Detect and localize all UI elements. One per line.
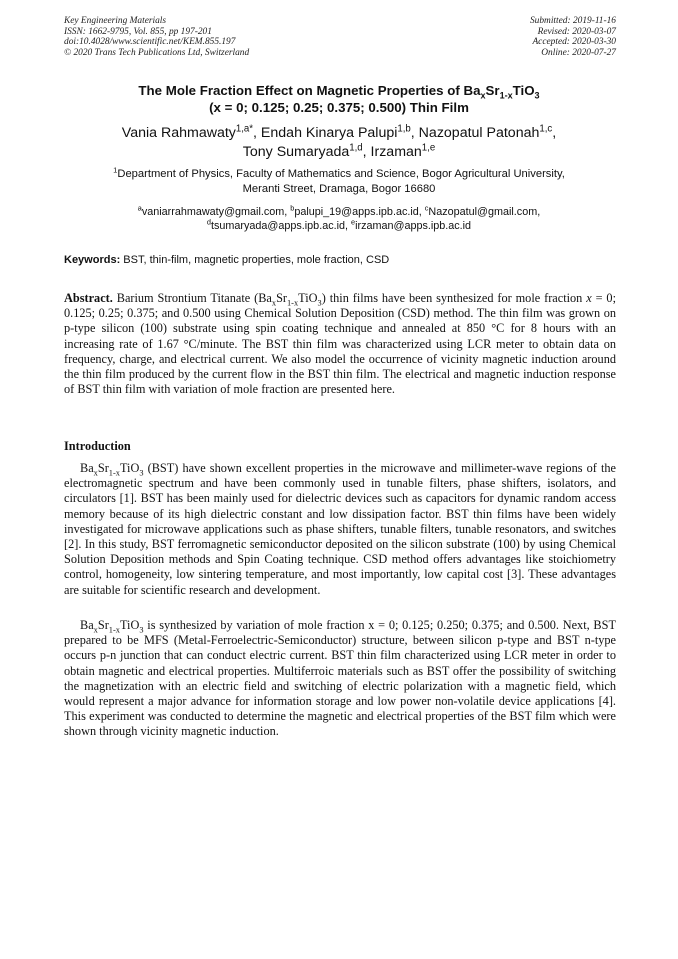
author-name: , Endah Kinarya Palupi bbox=[253, 125, 398, 141]
author-name: Vania Rahmawaty bbox=[121, 125, 236, 141]
keywords-text: BST, thin-film, magnetic properties, mole fraction, CSD bbox=[120, 254, 390, 266]
email-link[interactable]: Nazopatul@gmail.com, bbox=[428, 206, 541, 218]
author-emails: $^a$vaniarrahmawaty@gmail.com, $^b$palupi_19@apps.ipb.ac.id, $^c$Nazopatul@gmail.com, $^d$tsumaryada@apps.ipb.ac.id, $^e$irzaman@apps.ipb.ac.id bbox=[137, 203, 541, 232]
email-link[interactable]: irzaman@apps.ipb.ac.id bbox=[355, 220, 472, 232]
issn: ISSN: 1662-9795, Vol. 855, pp 197-201 bbox=[64, 26, 212, 37]
section-heading-introduction: Introduction bbox=[64, 439, 131, 453]
revised-date: Revised: 2020-03-07 bbox=[537, 26, 616, 37]
accepted-date: Accepted: 2020-03-30 bbox=[532, 37, 616, 48]
keywords bbox=[64, 253, 616, 267]
email-link[interactable]: vaniarrahmawaty@gmail.com, bbox=[141, 206, 291, 218]
title-line-1: The Mole Fraction Effect on Magnetic Properties of $Ba_xSr_{1-x}TiO_3$ bbox=[138, 83, 540, 101]
journal-header-right bbox=[530, 16, 616, 58]
keywords-label: Keywords: bbox=[64, 254, 121, 266]
paper-title bbox=[40, 82, 638, 116]
email-link[interactable]: palupi_19@apps.ipb.ac.id, bbox=[294, 206, 425, 218]
author-name: Tony Sumaryada bbox=[242, 144, 350, 160]
intro-paragraph-2: $Ba_xSr_{1-x}TiO_3$ is synthesized by variation of mole fraction x = 0; 0.125; 0.250; 0.375; and 0.500. Next, BST prepared to be MFS (Metal-Ferroelectric-Semiconductor) structure, between silicon p-type and BST n-type occurs p-n junction that can conduct electric current. BST thin film characterized using LCR meter in order to obtain magnetic and electrical properties. Multiferroic materials such as BST offer the possibility of switching the magnetization with an electric field and switching of electric polarization with a magnetic field, which would represent a major advance for information storage and low power non-volatile device applications [4]. This experiment was conducted to determine the magnetic and electrical properties of the BST film which were shown through vicinity magnetic induction. bbox=[64, 618, 616, 739]
author-line-2: Tony Sumaryada$^{1,d}$, Irzaman$^{1,e}$ bbox=[242, 142, 436, 160]
doi: doi:10.4028/www.scientific.net/KEM.855.197 bbox=[64, 37, 236, 48]
affiliation: $^1$Department of Physics, Faculty of Mathematics and Science, Bogor Agricultural University, Meranti Street, Dramaga, Bogor 16680 bbox=[113, 165, 565, 195]
author-name: , Irzaman bbox=[362, 144, 422, 160]
abstract: Abstract. Barium Strontium Titanate $(Ba_xSr_{1-x}TiO_3)$ thin films have been synthesized for mole fraction x = 0; 0.125; 0.25; 0.375; and 0.500 using Chemical Solution Deposition (CSD) method. The thin film was grown on p-type silicon (100) substrate using spin coating technique and annealed at 850 °C for 8 hours with an increasing rate of 1.67 °C/minute. The BST thin film was characterized using LCR meter to obtain data on frequency, charge, and electrical current. We also model the occurrence of vicinity magnetic induction around the thin film produced by the current flow in the BST thin film. The electrical and magnetic induction response of BST thin film with variation of mole fraction are presented here. bbox=[64, 291, 616, 397]
author-line-1: Vania Rahmawaty$^{1,a*}$, Endah Kinarya Palupi$^{1,b}$, Nazopatul Patonah$^{1,c}$, bbox=[121, 123, 557, 141]
intro-paragraph-1: $Ba_xSr_{1-x}TiO_3$ (BST) have shown excellent properties in the microwave and millimeter-wave regions of the electromagnetic spectrum and have been commonly used in tunable filters, phase shifters, isolators, and circulators [1]. BST has been mainly used for dielectric devices such as capacitors for dynamic random access memory because of its high dielectric constant and low dissipation factor. BST thin films have been widely investigated for microwave applications such as phase shifters, tunable filters, tunable resonators, and switches [2]. In this study, BST ferromagnetic semiconductor deposited on the silicon substrate (100) by using Chemical Solution Deposition methods and Spin Coating technique. CSD method offers advantages like stoichiometry control, homogeneity, low sintering temperature, and most importantly, low capital cost [3]. These advantages are suitable for scientific research and development. bbox=[64, 461, 616, 597]
copyright: © 2020 Trans Tech Publications Ltd, Switzerland bbox=[64, 47, 250, 58]
title-line-2: (x = 0; 0.125; 0.25; 0.375; 0.500) Thin Film bbox=[209, 100, 469, 115]
email-link[interactable]: tsumaryada@apps.ipb.ac.id, bbox=[211, 220, 351, 232]
abstract-label: Abstract. bbox=[64, 291, 113, 305]
author-name: , Nazopatul Patonah bbox=[410, 125, 540, 141]
journal-name: Key Engineering Materials bbox=[64, 16, 167, 26]
journal-header-left bbox=[64, 16, 249, 58]
online-date: Online: 2020-07-27 bbox=[541, 47, 616, 58]
author-list bbox=[40, 124, 638, 162]
submitted-date: Submitted: 2019-11-16 bbox=[529, 16, 616, 26]
